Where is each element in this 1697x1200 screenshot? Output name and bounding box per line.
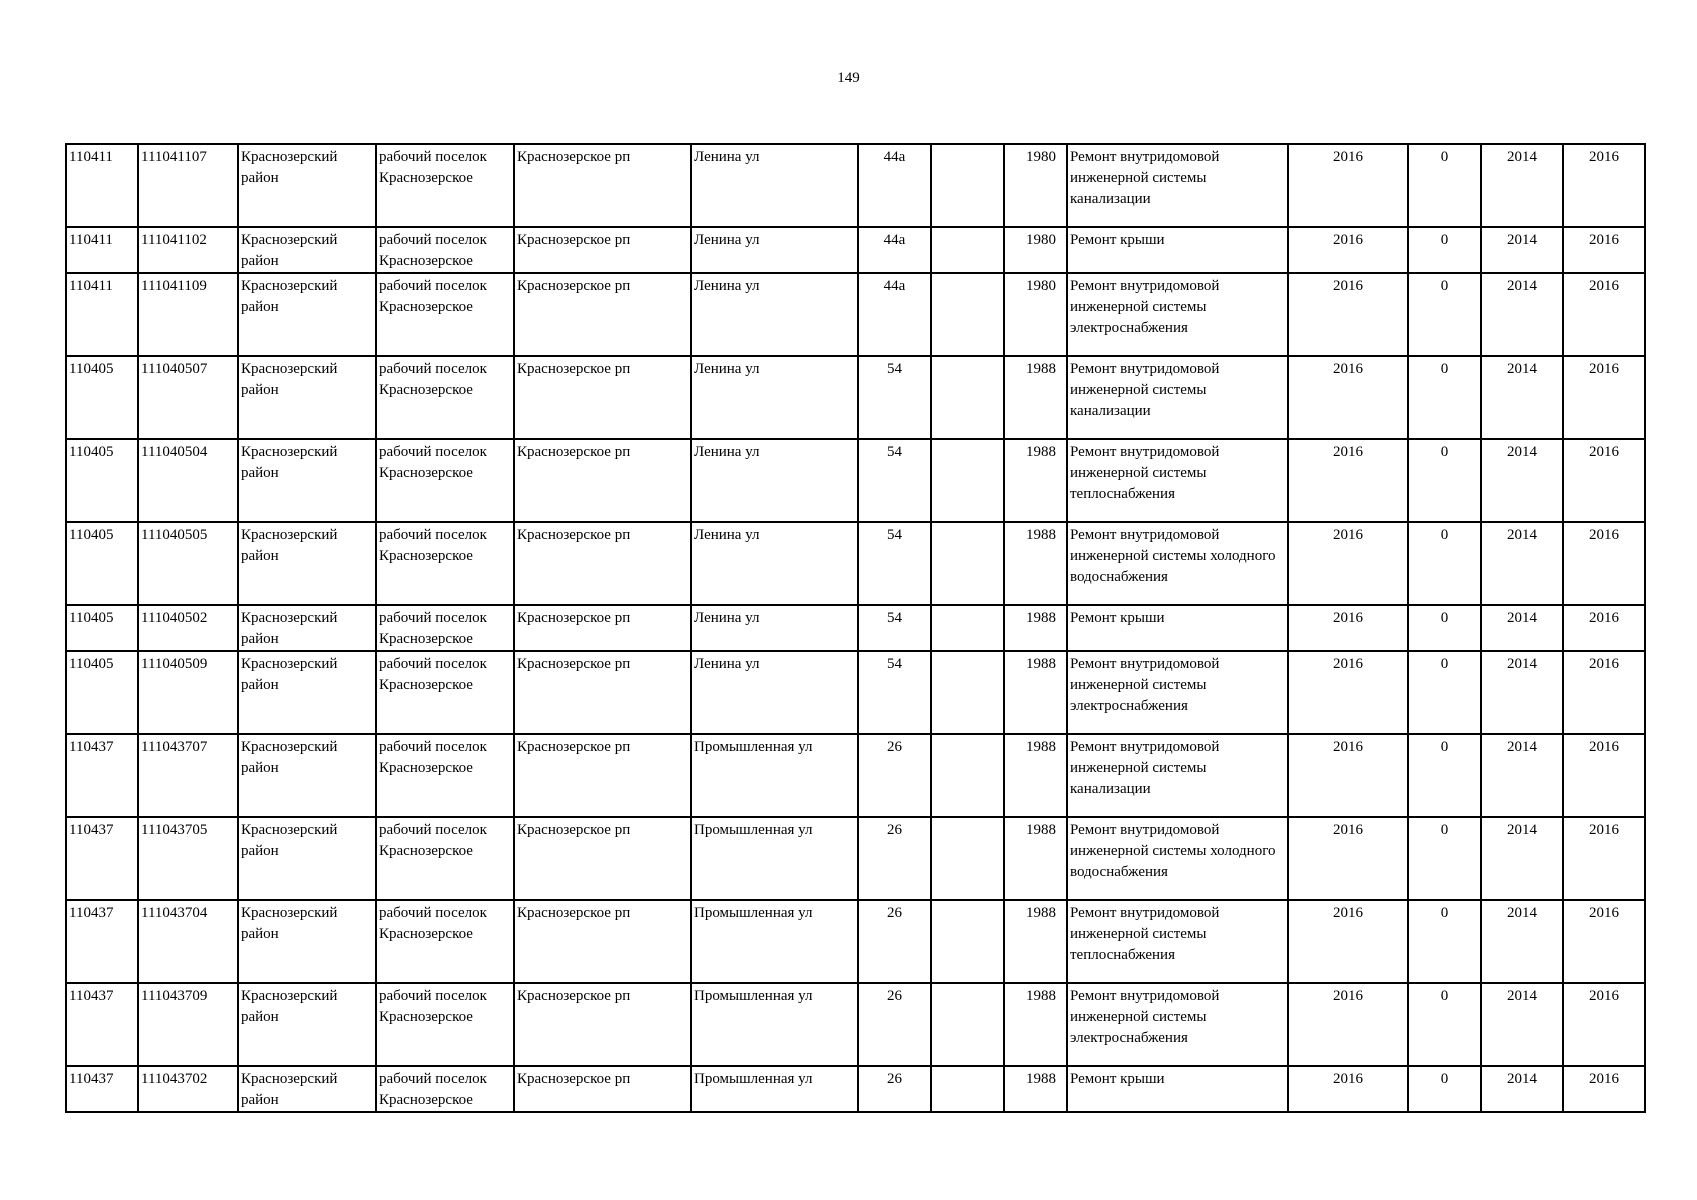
street-cell: Промышленная ул (691, 900, 858, 983)
page-number: 149 (837, 70, 860, 86)
id-cell: 111041109 (138, 273, 238, 356)
year-cell: 1988 (1004, 1066, 1067, 1112)
code-cell: 110437 (66, 983, 138, 1066)
house-cell: 26 (858, 983, 931, 1066)
house-cell: 54 (858, 651, 931, 734)
amount-cell: 0 (1408, 144, 1481, 227)
settlement-cell: рабочий поселок Краснозерское (376, 900, 514, 983)
end-year-cell: 2016 (1563, 817, 1645, 900)
work-cell: Ремонт внутридомовой инженерной системы электроснабжения (1067, 651, 1288, 734)
municipality-cell: Краснозерское рп (514, 651, 691, 734)
street-cell: Промышленная ул (691, 817, 858, 900)
corpus-cell (931, 439, 1004, 522)
start-year-cell: 2014 (1481, 734, 1563, 817)
district-cell: Краснозерский район (238, 227, 376, 273)
plan-year-cell: 2016 (1288, 144, 1408, 227)
work-cell: Ремонт внутридомовой инженерной системы холодного водоснабжения (1067, 522, 1288, 605)
settlement-cell: рабочий поселок Краснозерское (376, 983, 514, 1066)
street-cell: Промышленная ул (691, 1066, 858, 1112)
corpus-cell (931, 605, 1004, 651)
work-cell: Ремонт внутридомовой инженерной системы теплоснабжения (1067, 439, 1288, 522)
municipality-cell: Краснозерское рп (514, 522, 691, 605)
plan-year-cell: 2016 (1288, 734, 1408, 817)
house-cell: 54 (858, 439, 931, 522)
corpus-cell (931, 734, 1004, 817)
table-row (66, 273, 1645, 356)
municipality-cell: Краснозерское рп (514, 817, 691, 900)
plan-year-cell: 2016 (1288, 900, 1408, 983)
code-cell: 110411 (66, 227, 138, 273)
district-cell: Краснозерский район (238, 605, 376, 651)
end-year-cell: 2016 (1563, 900, 1645, 983)
table-body (66, 144, 1645, 1112)
year-cell: 1988 (1004, 605, 1067, 651)
municipality-cell: Краснозерское рп (514, 356, 691, 439)
house-cell: 26 (858, 734, 931, 817)
house-cell: 44а (858, 273, 931, 356)
table-row (66, 817, 1645, 900)
district-cell: Краснозерский район (238, 734, 376, 817)
work-cell: Ремонт крыши (1067, 227, 1288, 273)
start-year-cell: 2014 (1481, 651, 1563, 734)
start-year-cell: 2014 (1481, 356, 1563, 439)
end-year-cell: 2016 (1563, 651, 1645, 734)
house-cell: 54 (858, 605, 931, 651)
table-row (66, 605, 1645, 651)
street-cell: Ленина ул (691, 651, 858, 734)
municipality-cell: Краснозерское рп (514, 144, 691, 227)
end-year-cell: 2016 (1563, 356, 1645, 439)
house-cell: 44а (858, 227, 931, 273)
works-table (65, 143, 1646, 1113)
end-year-cell: 2016 (1563, 605, 1645, 651)
plan-year-cell: 2016 (1288, 356, 1408, 439)
code-cell: 110405 (66, 356, 138, 439)
start-year-cell: 2014 (1481, 144, 1563, 227)
municipality-cell: Краснозерское рп (514, 983, 691, 1066)
work-cell: Ремонт внутридомовой инженерной системы электроснабжения (1067, 273, 1288, 356)
municipality-cell: Краснозерское рп (514, 439, 691, 522)
amount-cell: 0 (1408, 817, 1481, 900)
code-cell: 110411 (66, 273, 138, 356)
amount-cell: 0 (1408, 651, 1481, 734)
house-cell: 54 (858, 356, 931, 439)
table-row (66, 651, 1645, 734)
street-cell: Ленина ул (691, 144, 858, 227)
plan-year-cell: 2016 (1288, 605, 1408, 651)
settlement-cell: рабочий поселок Краснозерское (376, 734, 514, 817)
district-cell: Краснозерский район (238, 439, 376, 522)
amount-cell: 0 (1408, 900, 1481, 983)
amount-cell: 0 (1408, 273, 1481, 356)
plan-year-cell: 2016 (1288, 651, 1408, 734)
end-year-cell: 2016 (1563, 1066, 1645, 1112)
year-cell: 1988 (1004, 356, 1067, 439)
plan-year-cell: 2016 (1288, 817, 1408, 900)
end-year-cell: 2016 (1563, 439, 1645, 522)
id-cell: 111043709 (138, 983, 238, 1066)
street-cell: Ленина ул (691, 273, 858, 356)
work-cell: Ремонт внутридомовой инженерной системы холодного водоснабжения (1067, 817, 1288, 900)
corpus-cell (931, 144, 1004, 227)
amount-cell: 0 (1408, 983, 1481, 1066)
settlement-cell: рабочий поселок Краснозерское (376, 651, 514, 734)
table-row (66, 144, 1645, 227)
settlement-cell: рабочий поселок Краснозерское (376, 273, 514, 356)
corpus-cell (931, 900, 1004, 983)
end-year-cell: 2016 (1563, 227, 1645, 273)
house-cell: 26 (858, 817, 931, 900)
start-year-cell: 2014 (1481, 273, 1563, 356)
district-cell: Краснозерский район (238, 900, 376, 983)
settlement-cell: рабочий поселок Краснозерское (376, 605, 514, 651)
id-cell: 111040509 (138, 651, 238, 734)
end-year-cell: 2016 (1563, 983, 1645, 1066)
amount-cell: 0 (1408, 605, 1481, 651)
settlement-cell: рабочий поселок Краснозерское (376, 522, 514, 605)
code-cell: 110405 (66, 522, 138, 605)
table-row (66, 1066, 1645, 1112)
code-cell: 110437 (66, 817, 138, 900)
street-cell: Ленина ул (691, 439, 858, 522)
settlement-cell: рабочий поселок Краснозерское (376, 144, 514, 227)
start-year-cell: 2014 (1481, 983, 1563, 1066)
municipality-cell: Краснозерское рп (514, 734, 691, 817)
settlement-cell: рабочий поселок Краснозерское (376, 227, 514, 273)
year-cell: 1988 (1004, 900, 1067, 983)
district-cell: Краснозерский район (238, 273, 376, 356)
id-cell: 111043707 (138, 734, 238, 817)
plan-year-cell: 2016 (1288, 439, 1408, 522)
id-cell: 111041107 (138, 144, 238, 227)
year-cell: 1980 (1004, 273, 1067, 356)
amount-cell: 0 (1408, 439, 1481, 522)
corpus-cell (931, 522, 1004, 605)
year-cell: 1988 (1004, 522, 1067, 605)
house-cell: 26 (858, 900, 931, 983)
corpus-cell (931, 273, 1004, 356)
year-cell: 1988 (1004, 651, 1067, 734)
street-cell: Промышленная ул (691, 734, 858, 817)
id-cell: 111040505 (138, 522, 238, 605)
plan-year-cell: 2016 (1288, 983, 1408, 1066)
plan-year-cell: 2016 (1288, 273, 1408, 356)
street-cell: Ленина ул (691, 605, 858, 651)
code-cell: 110405 (66, 605, 138, 651)
table-row (66, 522, 1645, 605)
work-cell: Ремонт внутридомовой инженерной системы канализации (1067, 144, 1288, 227)
work-cell: Ремонт крыши (1067, 1066, 1288, 1112)
settlement-cell: рабочий поселок Краснозерское (376, 1066, 514, 1112)
municipality-cell: Краснозерское рп (514, 1066, 691, 1112)
district-cell: Краснозерский район (238, 1066, 376, 1112)
id-cell: 111040504 (138, 439, 238, 522)
table-row (66, 983, 1645, 1066)
table-row (66, 356, 1645, 439)
id-cell: 111043704 (138, 900, 238, 983)
corpus-cell (931, 651, 1004, 734)
end-year-cell: 2016 (1563, 522, 1645, 605)
start-year-cell: 2014 (1481, 817, 1563, 900)
id-cell: 111043705 (138, 817, 238, 900)
code-cell: 110437 (66, 1066, 138, 1112)
end-year-cell: 2016 (1563, 273, 1645, 356)
corpus-cell (931, 356, 1004, 439)
year-cell: 1988 (1004, 734, 1067, 817)
year-cell: 1980 (1004, 144, 1067, 227)
work-cell: Ремонт крыши (1067, 605, 1288, 651)
municipality-cell: Краснозерское рп (514, 227, 691, 273)
corpus-cell (931, 1066, 1004, 1112)
house-cell: 26 (858, 1066, 931, 1112)
id-cell: 111040502 (138, 605, 238, 651)
municipality-cell: Краснозерское рп (514, 605, 691, 651)
district-cell: Краснозерский район (238, 983, 376, 1066)
year-cell: 1988 (1004, 439, 1067, 522)
code-cell: 110405 (66, 439, 138, 522)
house-cell: 44а (858, 144, 931, 227)
amount-cell: 0 (1408, 1066, 1481, 1112)
work-cell: Ремонт внутридомовой инженерной системы электроснабжения (1067, 983, 1288, 1066)
start-year-cell: 2014 (1481, 1066, 1563, 1112)
plan-year-cell: 2016 (1288, 522, 1408, 605)
code-cell: 110411 (66, 144, 138, 227)
amount-cell: 0 (1408, 522, 1481, 605)
start-year-cell: 2014 (1481, 439, 1563, 522)
street-cell: Ленина ул (691, 227, 858, 273)
amount-cell: 0 (1408, 227, 1481, 273)
settlement-cell: рабочий поселок Краснозерское (376, 439, 514, 522)
corpus-cell (931, 227, 1004, 273)
end-year-cell: 2016 (1563, 734, 1645, 817)
start-year-cell: 2014 (1481, 605, 1563, 651)
year-cell: 1980 (1004, 227, 1067, 273)
work-cell: Ремонт внутридомовой инженерной системы канализации (1067, 734, 1288, 817)
amount-cell: 0 (1408, 734, 1481, 817)
start-year-cell: 2014 (1481, 522, 1563, 605)
municipality-cell: Краснозерское рп (514, 273, 691, 356)
start-year-cell: 2014 (1481, 227, 1563, 273)
settlement-cell: рабочий поселок Краснозерское (376, 356, 514, 439)
plan-year-cell: 2016 (1288, 227, 1408, 273)
code-cell: 110405 (66, 651, 138, 734)
street-cell: Ленина ул (691, 356, 858, 439)
end-year-cell: 2016 (1563, 144, 1645, 227)
id-cell: 111041102 (138, 227, 238, 273)
id-cell: 111043702 (138, 1066, 238, 1112)
house-cell: 54 (858, 522, 931, 605)
street-cell: Промышленная ул (691, 983, 858, 1066)
municipality-cell: Краснозерское рп (514, 900, 691, 983)
table-row (66, 227, 1645, 273)
corpus-cell (931, 817, 1004, 900)
code-cell: 110437 (66, 900, 138, 983)
code-cell: 110437 (66, 734, 138, 817)
district-cell: Краснозерский район (238, 651, 376, 734)
corpus-cell (931, 983, 1004, 1066)
amount-cell: 0 (1408, 356, 1481, 439)
id-cell: 111040507 (138, 356, 238, 439)
district-cell: Краснозерский район (238, 522, 376, 605)
work-cell: Ремонт внутридомовой инженерной системы канализации (1067, 356, 1288, 439)
year-cell: 1988 (1004, 983, 1067, 1066)
year-cell: 1988 (1004, 817, 1067, 900)
table-row (66, 734, 1645, 817)
district-cell: Краснозерский район (238, 144, 376, 227)
start-year-cell: 2014 (1481, 900, 1563, 983)
table-row (66, 439, 1645, 522)
plan-year-cell: 2016 (1288, 1066, 1408, 1112)
district-cell: Краснозерский район (238, 356, 376, 439)
street-cell: Ленина ул (691, 522, 858, 605)
district-cell: Краснозерский район (238, 817, 376, 900)
work-cell: Ремонт внутридомовой инженерной системы теплоснабжения (1067, 900, 1288, 983)
settlement-cell: рабочий поселок Краснозерское (376, 817, 514, 900)
table-row (66, 900, 1645, 983)
